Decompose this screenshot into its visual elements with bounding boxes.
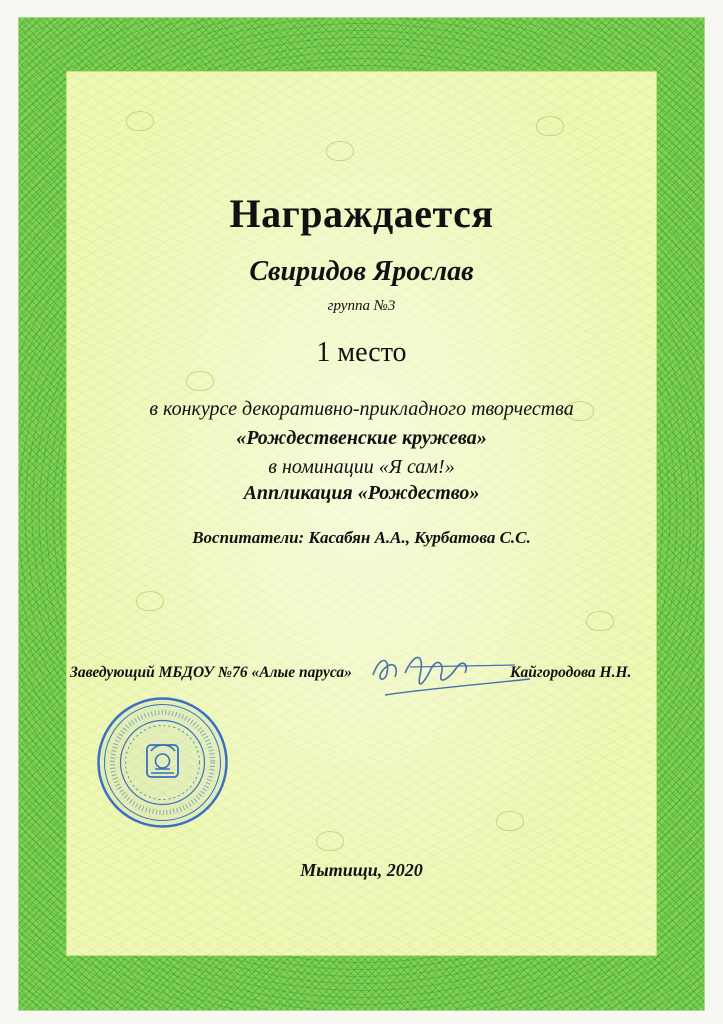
background-ornament <box>536 116 564 136</box>
place-award: 1 место <box>316 337 407 368</box>
background-ornament <box>136 591 164 611</box>
contest-description: в конкурсе декоративно-прикладного творчества <box>149 398 574 420</box>
teachers-line: Воспитатели: Касабян А.А., Курбатова С.С. <box>192 528 531 547</box>
official-stamp <box>95 695 230 830</box>
background-ornament <box>316 831 344 851</box>
recipient-name: Свиридов Ярослав <box>249 256 474 287</box>
head-position: Заведующий МБДОУ №76 «Алые паруса» <box>70 664 352 681</box>
background-ornament <box>126 111 154 131</box>
recipient-group: группа №3 <box>327 298 396 314</box>
background-ornament <box>496 811 524 831</box>
background-ornament <box>326 141 354 161</box>
place-and-year: Мытищи, 2020 <box>300 860 423 880</box>
contest-name: «Рождественские кружева» <box>236 427 487 449</box>
nomination: в номинации «Я сам!» <box>268 456 455 478</box>
certificate-title: Награждается <box>229 191 494 236</box>
background-ornament <box>586 611 614 631</box>
head-name: Кайгородова Н.Н. <box>510 664 632 681</box>
background-ornament <box>186 371 214 391</box>
work-title: Аппликация «Рождество» <box>243 482 480 504</box>
